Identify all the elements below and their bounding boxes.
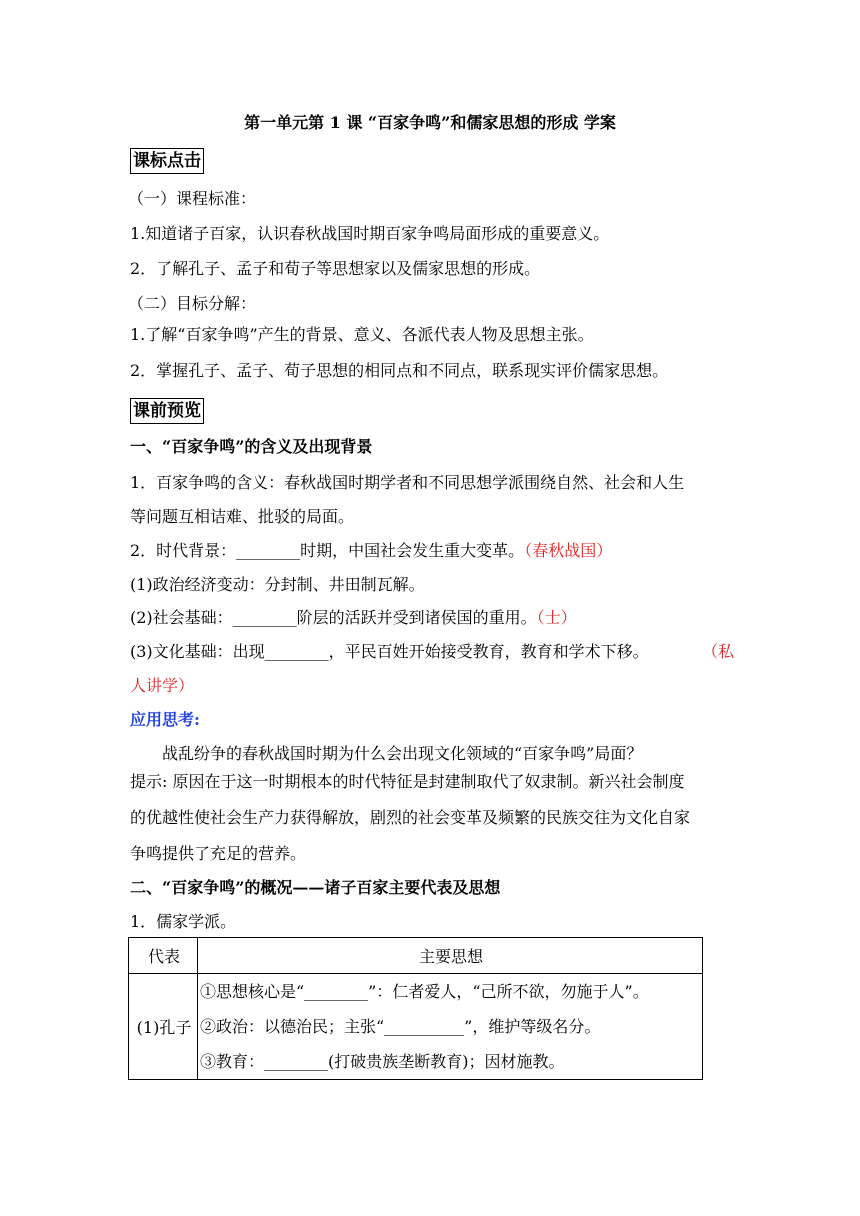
hint-line-3: 争鸣提供了充足的营养。: [130, 844, 307, 863]
question-text: 战乱纷争的春秋战国时期为什么会出现文化领域的“百家争鸣”局面？: [162, 744, 643, 763]
paragraph-definition-line-2: 等问题互相诘难、批驳的局面。: [130, 507, 355, 526]
table-header-main-ideas: 主要思想: [198, 938, 703, 974]
background-text: 2．时代背景：________时期，中国社会发生重大变革。: [130, 541, 525, 560]
table-header-representative: 代表: [129, 938, 198, 974]
answer-sirenjiangxue-part-2: 人讲学）: [130, 676, 195, 695]
idea-line-2: ②政治：以德治民；主张“__________”，维护等级名分。: [200, 1017, 601, 1036]
answer-shi: （士）: [536, 608, 577, 627]
heading-part-2: 二、“百家争鸣”的概况——诸子百家主要代表及思想: [130, 878, 501, 897]
answer-sirenjiangxue-part-1: （私: [702, 642, 735, 661]
hint-line-1: 提示: 原因在于这一时期根本的时代特征是封建制取代了奴隶制。新兴社会制度: [130, 772, 685, 791]
goal-item-1: 1.了解“百家争鸣”产生的背景、意义、各派代表人物及思想主张。: [130, 325, 594, 344]
idea-line-3: ③教育：________(打破贵族垄断教育)；因材施教。: [200, 1052, 565, 1071]
social-basis-text: (2)社会基础：________阶层的活跃并受到诸侯国的重用。: [130, 608, 537, 627]
paragraph-definition-line-1: 1．百家争鸣的含义：春秋战国时期学者和不同思想学派围绕自然、社会和人生: [130, 473, 685, 492]
standard-item-2: 2．了解孔子、孟子和荀子等思想家以及儒家思想的形成。: [130, 259, 541, 278]
section-heading-kbdj: 课标点击: [130, 148, 204, 174]
section-heading-kqyl: 课前预览: [130, 398, 204, 424]
hint-line-2: 的优越性使社会生产力获得解放，剧烈的社会变革及频繁的民族交往为文化自家: [130, 808, 691, 827]
paragraph-cultural-basis: (3)文化基础：出现________，平民百姓开始接受教育，教育和学术下移。: [130, 642, 649, 661]
table-cell-confucius: (1)孔子: [129, 974, 198, 1080]
sub-heading-confucian: 1．儒家学派。: [130, 912, 237, 931]
answer-chunqiu-zhanguo: （春秋战国）: [524, 541, 613, 560]
apply-thinking-label: 应用思考:: [130, 710, 200, 729]
table-header-row: [129, 938, 703, 974]
paragraph-politics-economy: (1)政治经济变动：分封制、井田制瓦解。: [130, 575, 425, 594]
table-row: [129, 974, 703, 1080]
standard-item-1: 1.知道诸子百家，认识春秋战国时期百家争鸣局面形成的重要意义。: [130, 224, 610, 243]
confucian-table: [128, 937, 703, 1080]
paragraph-background: [130, 540, 612, 562]
standards-heading: （一）课程标准：: [128, 189, 257, 208]
table-cell-ideas: [198, 974, 703, 1080]
page-title: 第一单元第 1 课 “百家争鸣”和儒家思想的形成 学案: [244, 113, 616, 132]
goal-item-2: 2．掌握孔子、孟子、荀子思想的相同点和不同点，联系现实评价儒家思想。: [130, 361, 669, 380]
heading-part-1: 一、“百家争鸣”的含义及出现背景: [130, 437, 373, 456]
goals-heading: （二）目标分解：: [128, 294, 257, 313]
idea-line-1: ①思想核心是“________”：仁者爱人，“己所不欲，勿施于人”。: [200, 982, 649, 1001]
paragraph-social-basis: [130, 607, 577, 629]
